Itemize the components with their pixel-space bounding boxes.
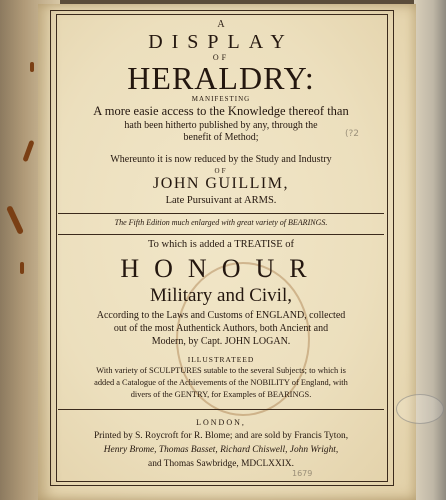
according-line-2: out of the most Authentick Authors, both Ancient and xyxy=(113,323,329,334)
imprint-line-1: Printed by S. Roycroft for R. Blome; and are sold by Francis Tyton, xyxy=(93,431,349,441)
author-title: Late Pursuivant at ARMS. xyxy=(165,195,277,206)
margin-pencil-date: 1679 xyxy=(292,469,313,478)
treatise-intro: To which is added a TREATISE of xyxy=(147,239,295,250)
illustrated-line-2: added a Catalogue of the Achievements of the NOBILITY of England, with xyxy=(94,378,348,387)
manifesting: MANIFESTING xyxy=(191,95,251,103)
title-a: A xyxy=(217,19,225,30)
divider-3 xyxy=(58,409,384,410)
background-right xyxy=(414,0,446,500)
imprint-london: LONDON, xyxy=(196,418,246,427)
author-name: JOHN GUILLIM, xyxy=(153,175,289,192)
description-line-3: benefit of Method; xyxy=(183,132,259,143)
imprint-line-3: and Thomas Sawbridge, MDCLXXIX. xyxy=(148,459,294,469)
according-line-3: Modern, by Capt. JOHN LOGAN. xyxy=(151,336,291,347)
title-display: DISPLAY xyxy=(148,31,294,53)
reduced-line: Whereunto it is now reduced by the Study and Industry xyxy=(110,154,332,165)
title-heraldry: HERALDRY: xyxy=(127,60,315,96)
according-line-1: According to the Laws and Customs of ENGLAND, collected xyxy=(96,310,346,321)
divider-2 xyxy=(58,234,384,235)
military-civil: Military and Civil, xyxy=(150,285,292,306)
edition-line: The Fifth Edition much enlarged with great variety of BEARINGS. xyxy=(114,218,328,227)
honour-title: HONOUR xyxy=(120,254,322,283)
illustrated-heading: ILLUSTRATEED xyxy=(187,355,255,364)
library-stamp xyxy=(396,394,444,424)
description-line-2: hath been hitherto published by any, through the xyxy=(124,120,318,131)
title-of: OF xyxy=(212,53,230,62)
imprint-line-2: Henry Brome, Thomas Basset, Richard Chiswell, John Wright, xyxy=(103,445,339,455)
illustrated-line-1: With variety of SCULPTURES sutable to the several Subjects; to which is xyxy=(96,366,346,375)
wormhole-damage xyxy=(30,62,34,72)
divider-1 xyxy=(58,213,384,214)
of-line: OF xyxy=(214,167,228,175)
wormhole-damage xyxy=(20,262,24,274)
description-line-1: A more easie access to the Knowledge thereof than xyxy=(93,104,349,118)
illustrated-line-3: divers of the GENTRY, for Examples of BEARINGS. xyxy=(130,390,312,399)
pencil-annotation: (?2 xyxy=(345,129,360,139)
